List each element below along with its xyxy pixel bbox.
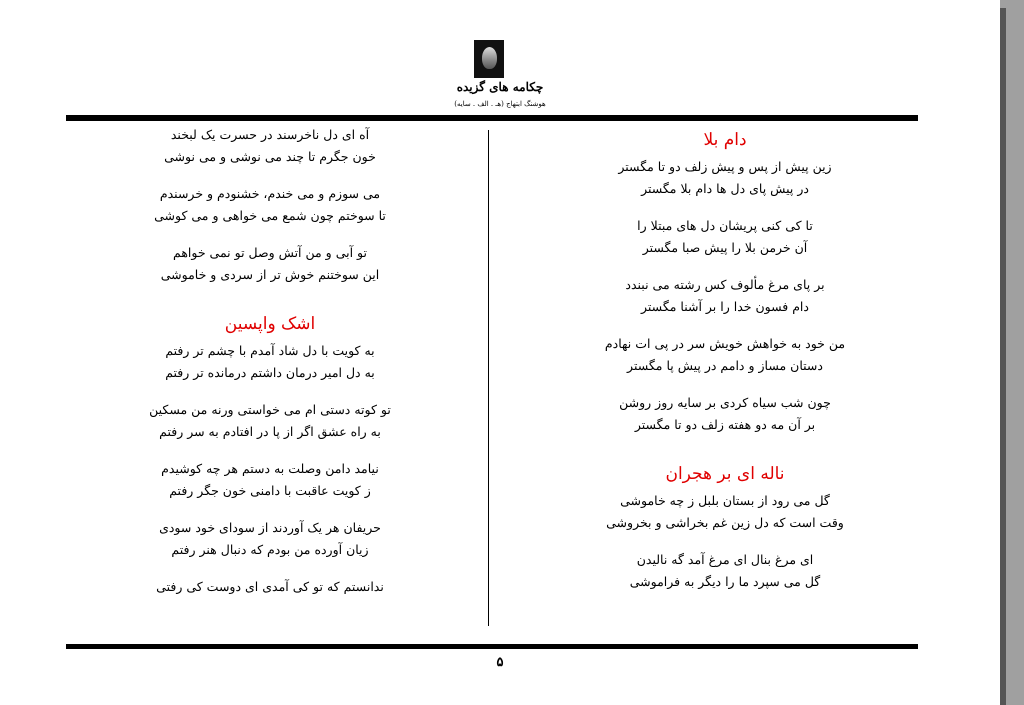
verse: من خود به خواهش خویش سر در پی ات نهادم [604, 336, 846, 351]
stanza [105, 517, 435, 561]
verse: آه ای دل ناخرسند در حسرت یک لبخند [170, 127, 370, 142]
column-divider [488, 130, 489, 626]
verse: این سوختنم خوش تر از سردی و خاموشی [160, 267, 380, 282]
verse: وقت است که دل زین غم بخراشی و بخروشی [606, 515, 844, 530]
verse: ندانستم که تو کی آمدی ای دوست کی رفتی [156, 579, 384, 594]
stanza [560, 156, 890, 200]
stanza [105, 576, 435, 598]
stanza [560, 392, 890, 436]
verse: گل می سپرد ما را دیگر به فراموشی [629, 574, 821, 589]
left-column [105, 124, 435, 613]
verse: نیامد دامن وصلت به دستم هر چه کوشیدم [161, 461, 379, 476]
stanza [560, 215, 890, 259]
verse: به کویت با دل شاد آمدم با چشم تر رفتم [165, 343, 375, 358]
verse: به دل امیر درمان داشتم درمانده تر رفتم [165, 365, 375, 380]
verse: می سوزم و می خندم، خشنودم و خرسندم [159, 186, 381, 201]
verse: بر پای مرغ مألوف کس رشته می نبندد [625, 277, 825, 292]
stanza [560, 549, 890, 593]
page-header [0, 0, 1000, 118]
stanza [105, 399, 435, 443]
verse: تا کی کنی پریشان دل های مبتلا را [637, 218, 813, 233]
verse: آن خرمن بلا را پیش صبا مگستر [642, 240, 808, 255]
stanza [105, 183, 435, 227]
verse: ز کویت عاقبت با دامنی خون جگر رفتم [169, 483, 371, 498]
stanza [560, 333, 890, 377]
verse: به راه عشق اگر از پا در افتادم به سر رفتم [159, 424, 381, 439]
stanza [560, 274, 890, 318]
verse: خون جگرم تا چند می نوشی و می نوشی [164, 149, 376, 164]
stanza [105, 242, 435, 286]
stanza [560, 490, 890, 534]
verse: دام فسون خدا را بر آشنا مگستر [641, 299, 809, 314]
right-column [560, 122, 890, 608]
verse: بر آن مه دو هفته زلف دو تا مگستر [634, 417, 816, 432]
verse: تا سوختم چون شمع می خواهی و می کوشی [154, 208, 386, 223]
page-number: ۵ [496, 655, 504, 670]
poet-portrait-icon [474, 40, 504, 78]
stanza [105, 340, 435, 384]
verse: زین پیش از پس و پیش زلف دو تا مگستر [618, 159, 832, 174]
poem-title-dam-bala: دام بلا [703, 130, 747, 150]
verse: تو آبی و من آتش وصل تو نمی خواهم [173, 245, 367, 260]
page-shadow [1000, 8, 1006, 705]
verse: حریفان هر یک آوردند از سودای خود سودی [159, 520, 381, 535]
poem-title-ashk: اشک واپسین [224, 314, 316, 334]
verse: چون شب سیاه کردی بر سایه روز روشن [619, 395, 831, 410]
verse: گل می رود از بستان بلبل ز چه خاموشی [620, 493, 830, 508]
stanza [105, 124, 435, 168]
verse: زیان آورده من بودم که دنبال هنر رفتم [171, 542, 369, 557]
stanza [105, 458, 435, 502]
header-rule [66, 115, 918, 121]
poem-title-nale: ناله ای بر هجران [665, 464, 785, 484]
verse: ای مرغ بنال ای مرغ آمد گه نالیدن [636, 552, 814, 567]
verse: تو کوته دستی ام می خواستی ورنه من مسکین [149, 402, 391, 417]
author-name: هوشنگ ابتهاج (هـ . الف . سایه) [454, 100, 546, 108]
portrait-face [482, 47, 497, 69]
footer-rule [66, 644, 918, 649]
book-title: چکامه های گزیده [456, 80, 544, 94]
verse: دستان مساز و دامم در پیش پا مگستر [627, 358, 823, 373]
verse: در پیش پای دل ها دام بلا مگستر [641, 181, 809, 196]
